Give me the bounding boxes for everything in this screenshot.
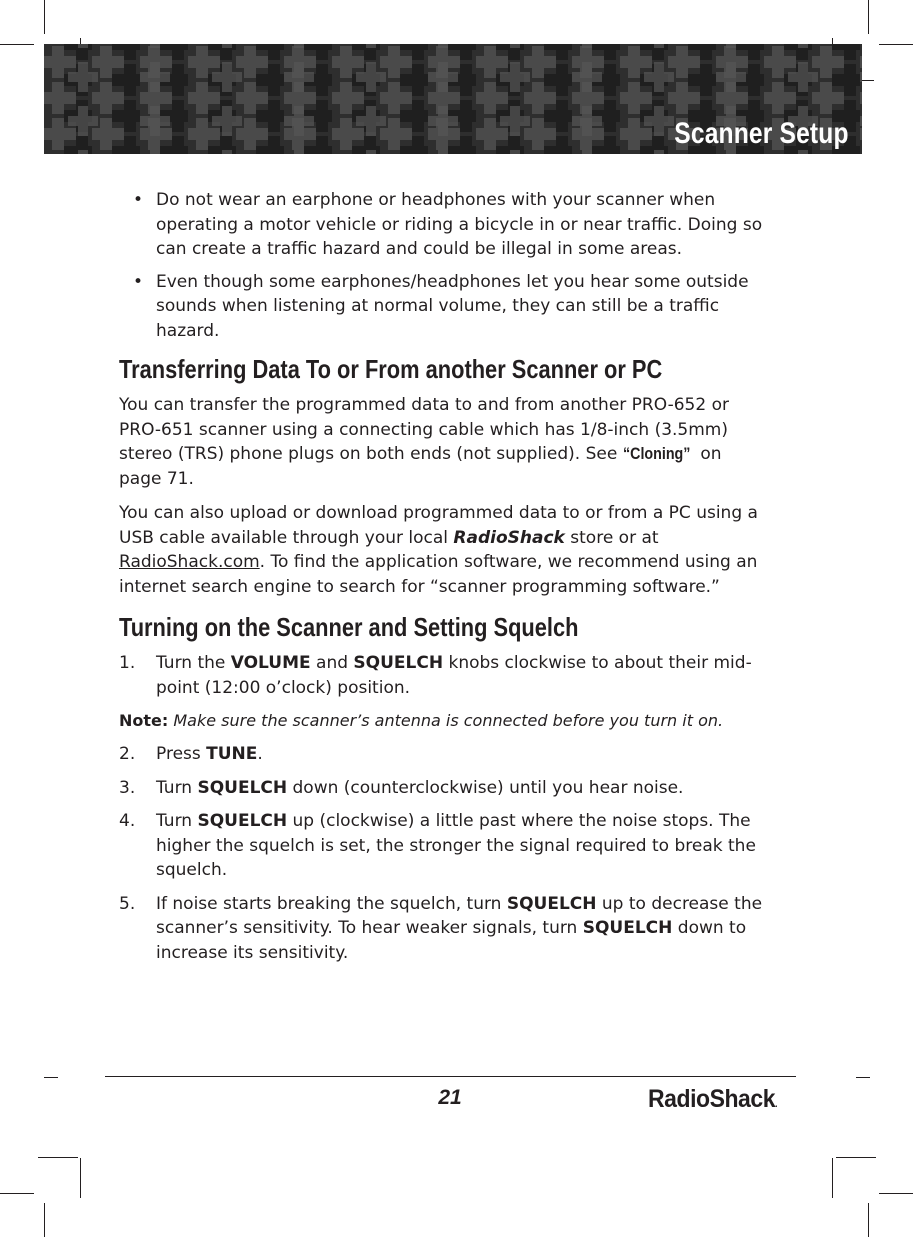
page-title: Scanner Setup	[674, 117, 849, 150]
cross-reference: “Cloning”	[622, 444, 691, 463]
paragraph: You can transfer the programmed data to and from another PRO-652 or PRO-651 scanner using a connecting cable which has 1/8-inch (3.5mm) stereo (TRS) phone plugs on both ends (not supplied). See “Cloning” on page 71.	[119, 395, 729, 489]
brand-logo: RadioShack.	[648, 1085, 778, 1113]
key-label: SQUELCH	[582, 918, 673, 938]
page-number: 21	[438, 1086, 462, 1109]
website-link[interactable]: RadioShack.com	[119, 552, 260, 572]
crop-mark	[0, 1193, 34, 1194]
key-label: TUNE	[206, 744, 258, 764]
crop-mark	[879, 1193, 913, 1194]
list-item: 1. Turn the VOLUME and SQUELCH knobs clockwise to about their mid-point (12:00 o’clock) position.	[119, 653, 752, 698]
key-label: SQUELCH	[197, 811, 288, 831]
section-heading: Transferring Data To or From another Scanner or PC	[119, 354, 663, 384]
paragraph: You can also upload or download programmed data to or from a PC using a USB cable available through your local RadioShack store or at RadioShack.com. To find the application software, we recommend using an internet search engine to search for “scanner programming software.”	[119, 503, 758, 597]
crop-mark	[44, 1203, 45, 1237]
steps-list	[119, 742, 764, 965]
section-heading: Turning on the Scanner and Setting Squelch	[119, 612, 579, 642]
crop-mark	[832, 1158, 833, 1198]
key-label: SQUELCH	[506, 893, 597, 914]
crop-mark	[856, 1077, 870, 1078]
crop-mark	[868, 1203, 869, 1237]
note: Note: Make sure the scanner’s antenna is connected before you turn it on.	[119, 711, 724, 730]
list-item: 2. Press TUNE.	[119, 744, 263, 764]
crop-mark	[0, 44, 34, 45]
footer-divider	[105, 1076, 796, 1077]
key-label: SQUELCH	[353, 653, 444, 673]
crop-mark	[38, 1157, 78, 1158]
main-content	[119, 188, 764, 974]
list-item: • Even though some earphones/headphones let you hear some outside sounds when listening at normal volume, they can still be a traffic hazard.	[119, 270, 764, 344]
crop-mark	[44, 0, 45, 34]
key-label: VOLUME	[230, 653, 311, 673]
crop-mark	[879, 44, 913, 45]
crop-mark	[80, 1158, 81, 1198]
list-item: 3. Turn SQUELCH down (counterclockwise) until you hear noise.	[119, 777, 684, 798]
steps-list	[119, 651, 764, 700]
list-item: 5. If noise starts breaking the squelch, turn SQUELCH up to decrease the scanner’s sensitivity. To hear weaker signals, turn SQUELCH down to increase its sensitivity.	[119, 893, 763, 963]
crop-mark	[868, 0, 869, 34]
list-item: • Do not wear an earphone or headphones with your scanner when operating a motor vehicle or riding a bicycle in or near traffic. Doing so can create a traffic hazard and could be illegal in some areas.	[119, 188, 764, 262]
brand-name: RadioShack	[453, 527, 565, 548]
list-item: 4. Turn SQUELCH up (clockwise) a little past where the noise stops. The higher the squelch is set, the stronger the signal required to break the squelch.	[119, 811, 756, 880]
warning-list	[119, 188, 764, 343]
crop-mark	[836, 1157, 876, 1158]
key-label: SQUELCH	[197, 777, 288, 798]
crop-mark	[44, 1077, 58, 1078]
